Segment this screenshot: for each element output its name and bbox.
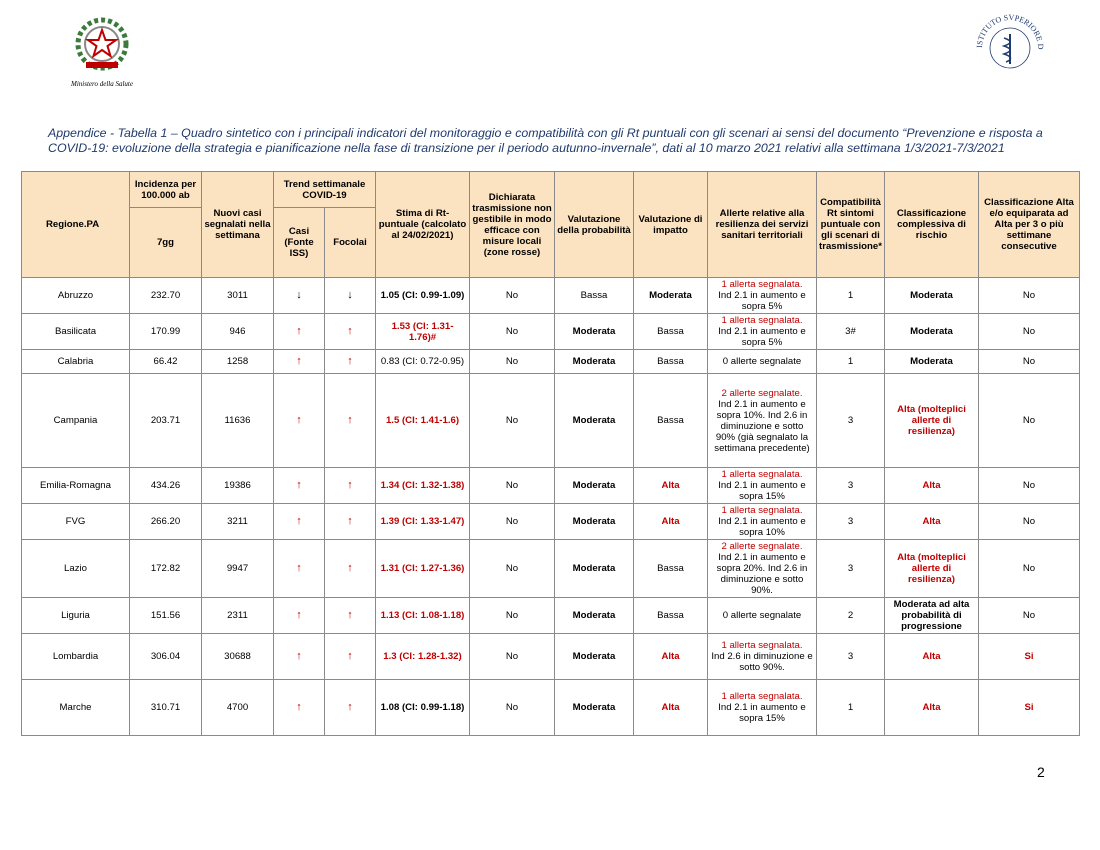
cell-nuovi-casi: 3211: [202, 504, 274, 540]
ministero-salute-logo: [62, 10, 152, 90]
header-val-impatto: Valutazione di impatto: [634, 172, 708, 278]
cell-classificazione: Moderata: [885, 314, 979, 350]
allerte-detail: Ind 2.1 in aumento e sopra 10%. Ind 2.6 in diminuzione e sotto 90% (già segnalato la settimana precedente): [714, 398, 810, 454]
arrow-up-icon: ↑: [274, 314, 325, 350]
svg-text:Ministero della Salute: Ministero della Salute: [71, 80, 133, 88]
cell-val-prob: Moderata: [555, 634, 634, 680]
header-focolai: Focolai: [325, 208, 376, 278]
page-number: 2: [1037, 764, 1045, 780]
cell-classificazione-alta: Si: [979, 634, 1080, 680]
cell-classificazione-alta: No: [979, 540, 1080, 598]
cell-classificazione-alta: No: [979, 598, 1080, 634]
cell-val-impatto: Bassa: [634, 598, 708, 634]
arrow-up-icon: ↑: [325, 468, 376, 504]
cell-allerte: [708, 540, 817, 598]
cell-val-impatto: Alta: [634, 504, 708, 540]
svg-text:ISTITUTO SVPERIORE DI SANITÀ: ISTITUTO SVPERIORE D: [974, 12, 1046, 50]
cell-stima-rt: 1.05 (CI: 0.99-1.09): [376, 278, 470, 314]
cell-val-prob: Bassa: [555, 278, 634, 314]
cell-compatibilita: 3: [817, 374, 885, 468]
cell-incidenza: 266.20: [130, 504, 202, 540]
cell-allerte: [708, 314, 817, 350]
allerte-detail: Ind 2.1 in aumento e sopra 10%: [718, 516, 806, 538]
cell-nuovi-casi: 30688: [202, 634, 274, 680]
allerte-count: 1 allerta segnalata.: [721, 691, 803, 702]
cell-classificazione: Alta: [885, 680, 979, 736]
header-casi: Casi (Fonte ISS): [274, 208, 325, 278]
cell-compatibilita: 3: [817, 540, 885, 598]
cell-val-prob: Moderata: [555, 504, 634, 540]
cell-allerte: [708, 278, 817, 314]
cell-regione: Abruzzo: [22, 278, 130, 314]
cell-nuovi-casi: 946: [202, 314, 274, 350]
cell-classificazione-alta: No: [979, 468, 1080, 504]
cell-stima-rt: 1.08 (CI: 0.99-1.18): [376, 680, 470, 736]
allerte-count: 2 allerte segnalate.: [721, 541, 803, 552]
allerte-count: 1 allerta segnalata.: [721, 469, 803, 480]
cell-stima-rt: 1.31 (CI: 1.27-1.36): [376, 540, 470, 598]
arrow-up-icon: ↑: [325, 634, 376, 680]
cell-classificazione: Moderata: [885, 350, 979, 374]
cell-incidenza: 151.56: [130, 598, 202, 634]
header-nuovi-casi: Nuovi casi segnalati nella settimana: [202, 172, 274, 278]
cell-regione: FVG: [22, 504, 130, 540]
cell-incidenza: 434.26: [130, 468, 202, 504]
cell-classificazione-alta: Si: [979, 680, 1080, 736]
header-val-prob: Valutazione della probabilità: [555, 172, 634, 278]
arrow-up-icon: ↑: [325, 504, 376, 540]
cell-val-prob: Moderata: [555, 374, 634, 468]
cell-val-impatto: Bassa: [634, 350, 708, 374]
cell-val-impatto: Alta: [634, 634, 708, 680]
cell-dichiarata: No: [470, 374, 555, 468]
cell-dichiarata: No: [470, 540, 555, 598]
table-row: [22, 374, 1080, 468]
allerte-count: 1 allerta segnalata.: [721, 505, 803, 516]
cell-stima-rt: 0.83 (CI: 0.72-0.95): [376, 350, 470, 374]
cell-incidenza: 170.99: [130, 314, 202, 350]
allerte-count: 2 allerte segnalate.: [721, 387, 803, 399]
allerte-detail: Ind 2.1 in aumento e sopra 5%: [718, 290, 806, 312]
allerte-detail: Ind 2.1 in aumento e sopra 15%: [718, 480, 806, 502]
cell-classificazione: Alta: [885, 504, 979, 540]
table-row: [22, 314, 1080, 350]
cell-val-impatto: Moderata: [634, 278, 708, 314]
cell-stima-rt: 1.53 (CI: 1.31-1.76)#: [376, 314, 470, 350]
cell-val-impatto: Bassa: [634, 374, 708, 468]
allerte-count: 1 allerta segnalata.: [721, 279, 803, 290]
header-incidenza-7gg: 7gg: [130, 208, 202, 278]
cell-regione: Basilicata: [22, 314, 130, 350]
cell-allerte: [708, 350, 817, 374]
cell-allerte: [708, 634, 817, 680]
cell-compatibilita: 1: [817, 278, 885, 314]
allerte-detail: 0 allerte segnalate: [722, 610, 802, 621]
cell-dichiarata: No: [470, 634, 555, 680]
cell-allerte: [708, 468, 817, 504]
cell-dichiarata: No: [470, 278, 555, 314]
cell-classificazione: Moderata ad alta probabilità di progressione: [885, 598, 979, 634]
table-row: [22, 540, 1080, 598]
cell-compatibilita: 3: [817, 504, 885, 540]
cell-nuovi-casi: 2311: [202, 598, 274, 634]
cell-compatibilita: 1: [817, 350, 885, 374]
cell-incidenza: 203.71: [130, 374, 202, 468]
cell-val-impatto: Alta: [634, 680, 708, 736]
table-caption: Appendice - Tabella 1 – Quadro sintetico con i principali indicatori del monitoraggio e compatibilità con gli Rt puntuali con gli scenari ai sensi del documento “Prevenzione e risposta a COVID-19: evoluzione della strategia e pianificazione nella fase di transizione per il periodo autunno-invernale”, dati al 10 marzo 2021 relativi alla settimana 1/3/2021-7/3/2021: [48, 126, 1043, 155]
allerte-detail: 0 allerte segnalate: [722, 356, 802, 367]
arrow-up-icon: ↑: [274, 374, 325, 468]
header-classificazione: Classificazione complessiva di rischio: [885, 172, 979, 278]
cell-val-impatto: Bassa: [634, 540, 708, 598]
cell-allerte: [708, 504, 817, 540]
table-row: [22, 680, 1080, 736]
cell-classificazione-alta: No: [979, 314, 1080, 350]
cell-compatibilita: 1: [817, 680, 885, 736]
header-dichiarata: Dichiarata trasmissione non gestibile in modo efficace con misure locali (zone rosse): [470, 172, 555, 278]
header-incidenza: Incidenza per 100.000 ab: [130, 172, 202, 208]
cell-val-prob: Moderata: [555, 598, 634, 634]
arrow-up-icon: ↑: [325, 314, 376, 350]
cell-regione: Liguria: [22, 598, 130, 634]
cell-incidenza: 172.82: [130, 540, 202, 598]
cell-classificazione: Alta (molteplici allerte di resilienza): [885, 374, 979, 468]
arrow-up-icon: ↑: [274, 634, 325, 680]
arrow-up-icon: ↑: [274, 540, 325, 598]
arrow-up-icon: ↑: [325, 350, 376, 374]
cell-nuovi-casi: 11636: [202, 374, 274, 468]
header-classificazione-alta: Classificazione Alta e/o equiparata ad Alta per 3 o più settimane consecutive: [979, 172, 1080, 278]
allerte-count: 1 allerta segnalata.: [721, 640, 803, 651]
cell-compatibilita: 3: [817, 468, 885, 504]
cell-allerte: [708, 680, 817, 736]
table-row: [22, 598, 1080, 634]
cell-classificazione-alta: No: [979, 374, 1080, 468]
cell-allerte: [708, 598, 817, 634]
cell-stima-rt: 1.5 (CI: 1.41-1.6): [376, 374, 470, 468]
cell-nuovi-casi: 3011: [202, 278, 274, 314]
cell-val-impatto: Alta: [634, 468, 708, 504]
arrow-up-icon: ↑: [274, 504, 325, 540]
header-trend: Trend settimanale COVID-19: [274, 172, 376, 208]
table-row: [22, 350, 1080, 374]
arrow-down-icon: ↓: [274, 278, 325, 314]
header-regione: Regione.PA: [22, 172, 130, 278]
cell-dichiarata: No: [470, 598, 555, 634]
allerte-detail: Ind 2.1 in aumento e sopra 5%: [718, 326, 806, 348]
header-compatibilita: Compatibilità Rt sintomi puntuale con gli scenari di trasmissione*: [817, 172, 885, 278]
cell-dichiarata: No: [470, 350, 555, 374]
cell-stima-rt: 1.13 (CI: 1.08-1.18): [376, 598, 470, 634]
arrow-up-icon: ↑: [274, 680, 325, 736]
arrow-up-icon: ↑: [325, 680, 376, 736]
arrow-up-icon: ↑: [274, 350, 325, 374]
cell-val-impatto: Bassa: [634, 314, 708, 350]
cell-nuovi-casi: 1258: [202, 350, 274, 374]
cell-dichiarata: No: [470, 468, 555, 504]
cell-val-prob: Moderata: [555, 350, 634, 374]
cell-dichiarata: No: [470, 314, 555, 350]
arrow-up-icon: ↑: [274, 598, 325, 634]
cell-regione: Lombardia: [22, 634, 130, 680]
cell-compatibilita: 3: [817, 634, 885, 680]
allerte-detail: Ind 2.1 in aumento e sopra 15%: [718, 702, 806, 724]
header-stima-rt: Stima di Rt-puntuale (calcolato al 24/02/2021): [376, 172, 470, 278]
cell-dichiarata: No: [470, 504, 555, 540]
cell-val-prob: Moderata: [555, 680, 634, 736]
table-row: [22, 278, 1080, 314]
cell-val-prob: Moderata: [555, 540, 634, 598]
cell-classificazione: Alta: [885, 634, 979, 680]
cell-incidenza: 66.42: [130, 350, 202, 374]
cell-dichiarata: No: [470, 680, 555, 736]
cell-stima-rt: 1.39 (CI: 1.33-1.47): [376, 504, 470, 540]
cell-val-prob: Moderata: [555, 468, 634, 504]
cell-compatibilita: 3#: [817, 314, 885, 350]
cell-nuovi-casi: 4700: [202, 680, 274, 736]
arrow-up-icon: ↑: [325, 598, 376, 634]
table-row: [22, 634, 1080, 680]
cell-classificazione: Moderata: [885, 278, 979, 314]
cell-regione: Lazio: [22, 540, 130, 598]
cell-stima-rt: 1.34 (CI: 1.32-1.38): [376, 468, 470, 504]
table-row: [22, 468, 1080, 504]
cell-stima-rt: 1.3 (CI: 1.28-1.32): [376, 634, 470, 680]
cell-regione: Marche: [22, 680, 130, 736]
cell-val-prob: Moderata: [555, 314, 634, 350]
cell-classificazione: Alta (molteplici allerte di resilienza): [885, 540, 979, 598]
cell-incidenza: 306.04: [130, 634, 202, 680]
table-row: [22, 504, 1080, 540]
header-allerte: Allerte relative alla resilienza dei servizi sanitari territoriali: [708, 172, 817, 278]
iss-logo: [972, 10, 1048, 86]
monitoring-table: [21, 171, 1080, 736]
arrow-up-icon: ↑: [274, 468, 325, 504]
cell-nuovi-casi: 19386: [202, 468, 274, 504]
cell-nuovi-casi: 9947: [202, 540, 274, 598]
cell-compatibilita: 2: [817, 598, 885, 634]
cell-incidenza: 310.71: [130, 680, 202, 736]
allerte-detail: Ind 2.6 in diminuzione e sotto 90%.: [711, 651, 813, 673]
arrow-up-icon: ↑: [325, 540, 376, 598]
cell-regione: Campania: [22, 374, 130, 468]
allerte-detail: Ind 2.1 in aumento e sopra 20%. Ind 2.6 in diminuzione e sotto 90%.: [716, 552, 808, 596]
arrow-up-icon: ↑: [325, 374, 376, 468]
cell-regione: Calabria: [22, 350, 130, 374]
cell-classificazione-alta: No: [979, 504, 1080, 540]
cell-allerte: [708, 374, 817, 468]
cell-classificazione: Alta: [885, 468, 979, 504]
cell-regione: Emilia-Romagna: [22, 468, 130, 504]
cell-classificazione-alta: No: [979, 278, 1080, 314]
cell-incidenza: 232.70: [130, 278, 202, 314]
allerte-count: 1 allerta segnalata.: [721, 315, 803, 326]
cell-classificazione-alta: No: [979, 350, 1080, 374]
arrow-down-icon: ↓: [325, 278, 376, 314]
